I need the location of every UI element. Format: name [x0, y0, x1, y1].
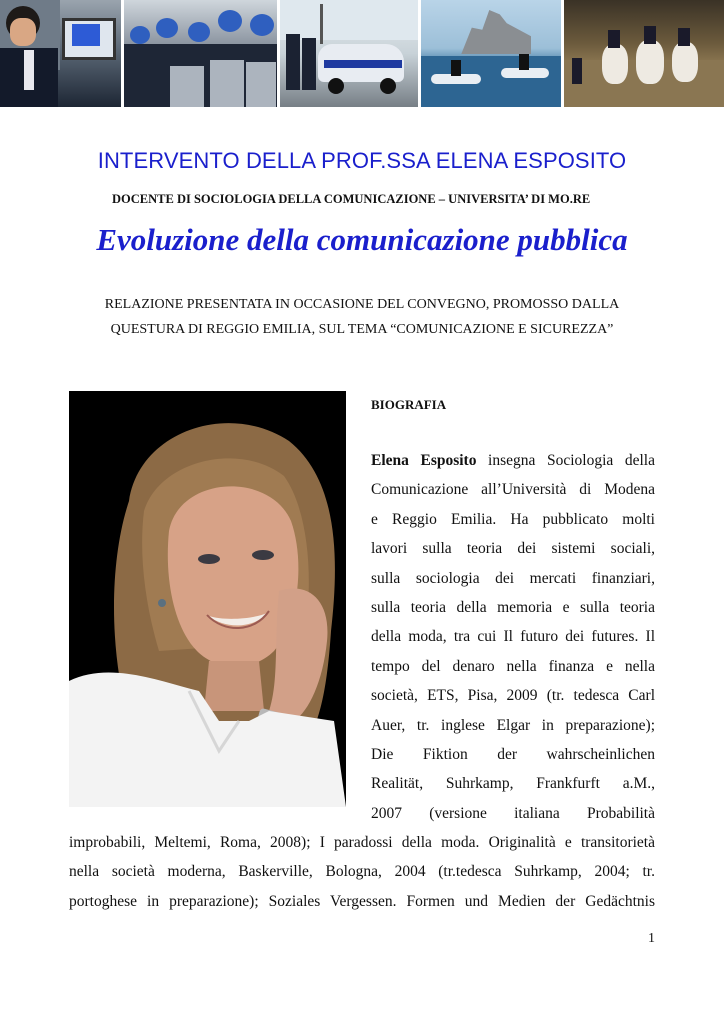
conference-note-line: RELAZIONE PRESENTATA IN OCCASIONE DEL CONVEGNO, PROMOSSO DALLA: [104, 297, 620, 312]
biography-continuation: [69, 828, 655, 916]
biography-line: Realität, Suhrkamp, Frankfurft a.M.,: [371, 775, 655, 793]
page-title: INTERVENTO DELLA PROF.SSA ELENA ESPOSITO: [97, 148, 627, 173]
document-main-title: Evoluzione della comunicazione pubblica: [96, 222, 628, 257]
biography-line: improbabili, Meltemi, Roma, 2008); I paradossi della moda. Originalità e transitorietà: [69, 834, 655, 851]
biography-line: Comunicazione all’Università di Modena: [371, 481, 655, 499]
biography-line-text: insegna Sociologia della: [476, 452, 655, 469]
author-affiliation: DOCENTE DI SOCIOLOGIA DELLA COMUNICAZIONE – UNIVERSITA’ DI MO.RE: [112, 192, 591, 206]
banner-photo-jetskis-castle: [421, 0, 560, 107]
biography-line: nella società moderna, Baskerville, Bologna, 2004 (tr.tedesca Suhrkamp, 2004; tr.: [69, 863, 655, 881]
banner-photo-mounted-police: [564, 0, 724, 107]
header-photo-banner: [0, 0, 724, 107]
biography-line: Auer, tr. inglese Elgar in preparazione);: [371, 716, 655, 734]
biography-line: lavori sulla teoria dei sistemi sociali,: [371, 540, 655, 558]
banner-photo-police-car: [280, 0, 418, 107]
biography-line: portoghese in preparazione); Soziales Vergessen. Formen und Medien der Gedächtnis: [69, 892, 655, 910]
banner-photo-officer-computer: [0, 0, 121, 107]
biography-line: e Reggio Emilia. Ha pubblicato molti: [371, 510, 655, 528]
biography-column: [371, 446, 655, 828]
biography-heading: BIOGRAFIA: [371, 397, 447, 412]
conference-note-line: QUESTURA DI REGGIO EMILIA, SUL TEMA “COMUNICAZIONE E SICUREZZA”: [110, 322, 614, 337]
biography-line: tempo del denaro nella finanza e nella: [371, 657, 655, 675]
biography-line: Die Fiktion der wahrscheinlichen: [371, 745, 655, 763]
biography-line: sulla teoria della memoria e sulla teoria: [371, 598, 655, 616]
biography-line: sulla sociologia dei mercati finanziari,: [371, 569, 655, 587]
author-name: Elena Esposito: [371, 452, 477, 469]
author-portrait-photo: [69, 391, 346, 807]
conference-note: [0, 292, 724, 342]
banner-photo-riot-police: [124, 0, 277, 107]
biography-line: della moda, tra cui Il futuro dei futures. Il: [371, 628, 655, 646]
biography-line: 2007 (versione italiana Probabilità: [371, 804, 655, 822]
biography-line: società, ETS, Pisa, 2009 (tr. tedesca Carl: [371, 687, 655, 705]
biography-line: [371, 446, 655, 475]
page-number: 1: [648, 931, 655, 946]
